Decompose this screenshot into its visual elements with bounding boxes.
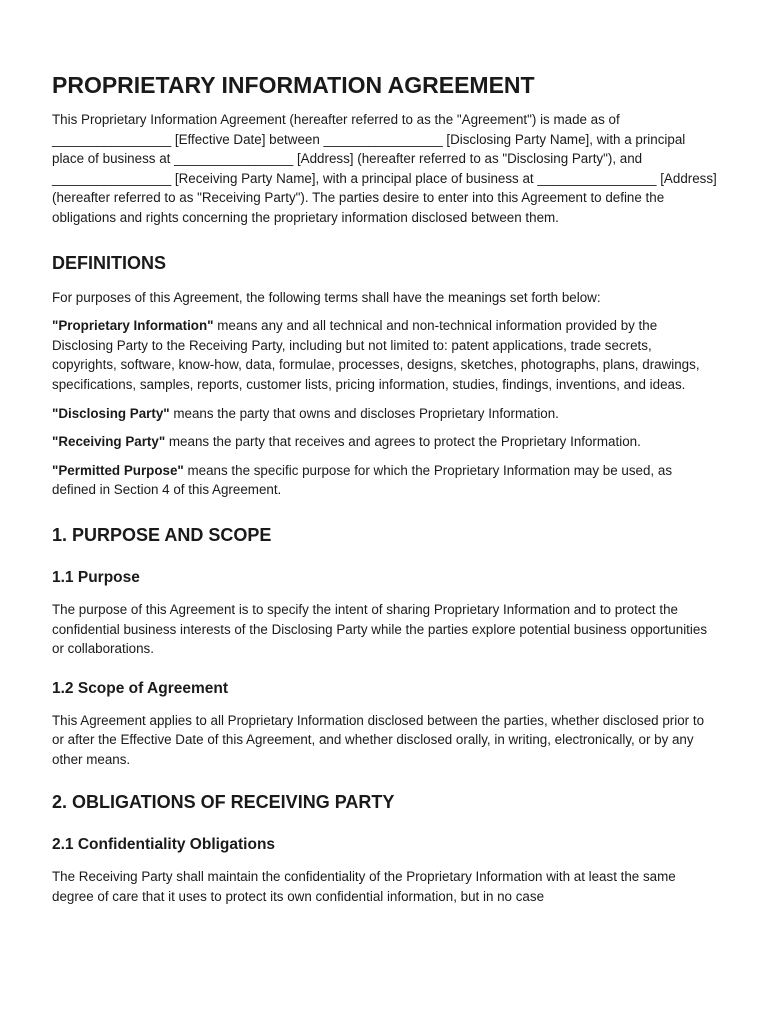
definitions-lead: For purposes of this Agreement, the following terms shall have the meanings set forth below: bbox=[52, 289, 601, 305]
section-2-heading: 2. OBLIGATIONS OF RECEIVING PARTY bbox=[52, 792, 395, 813]
definition-text: means the party that owns and discloses Proprietary Information. bbox=[169, 405, 559, 421]
section-2-1-heading: 2.1 Confidentiality Obligations bbox=[52, 836, 276, 854]
intro-paragraph: This Proprietary Information Agreement (hereafter referred to as the "Agreement") is made as of ________________ [Effective Date] between ________________ [Disclosing Party Name], with a principal place of business at ________________ [Address] (hereafter referred to as "Disclosing Party"), and ________________ [Receiving Party Name], with a principal place of business at ________________ [Address] (hereafter referred to as "Receiving Party"). The parties desire to enter into this Agreement to define the obligations and rights concerning the proprietary information disclosed between them. bbox=[52, 112, 717, 225]
section-2-1-text: The Receiving Party shall maintain the confidentiality of the Proprietary Information with at least the same degree of care that it uses to protect its own confidential information, but in no case bbox=[52, 869, 676, 905]
definition-term: "Disclosing Party" bbox=[52, 405, 170, 421]
definitions-heading: DEFINITIONS bbox=[52, 252, 167, 273]
section-1-2-heading: 1.2 Scope of Agreement bbox=[52, 679, 229, 697]
definition-text: means any and all technical and non-technical information provided by the Disclosing Party to the Receiving Party, including but not limited to: patent applications, trade secrets, copyrights, software, know-how, data, formulae, processes, designs, sketches, photographs, plans, drawings, specifications, samples, reports, customer lists, pricing information, studies, findings, inventions, and ideas. bbox=[52, 318, 700, 392]
definition-proprietary-information bbox=[52, 316, 718, 394]
document-title: PROPRIETARY INFORMATION AGREEMENT bbox=[52, 72, 535, 98]
definition-disclosing-party bbox=[52, 404, 718, 424]
section-1-2-text: This Agreement applies to all Proprietary Information disclosed between the parties, whether disclosed prior to or after the Effective Date of this Agreement, and whether disclosed orally, in writing, electronically, or by any other means. bbox=[52, 712, 705, 767]
definition-text: means the specific purpose for which the Proprietary Information may be used, as defined in Section 4 of this Agreement. bbox=[52, 462, 673, 498]
definition-term: "Proprietary Information" bbox=[52, 318, 214, 334]
section-1-1-text: The purpose of this Agreement is to specify the intent of sharing Proprietary Information and to protect the confidential business interests of the Disclosing Party while the parties explore potential business opportunities or collaborations. bbox=[52, 601, 708, 657]
definition-receiving-party bbox=[52, 432, 718, 452]
definition-text: means the party that receives and agrees to protect the Proprietary Information. bbox=[165, 434, 641, 450]
definition-term: "Receiving Party" bbox=[52, 434, 166, 450]
definition-permitted-purpose bbox=[52, 461, 718, 500]
section-1-1-heading: 1.1 Purpose bbox=[52, 568, 140, 586]
section-1-heading: 1. PURPOSE AND SCOPE bbox=[52, 524, 272, 545]
definition-term: "Permitted Purpose" bbox=[52, 462, 184, 478]
